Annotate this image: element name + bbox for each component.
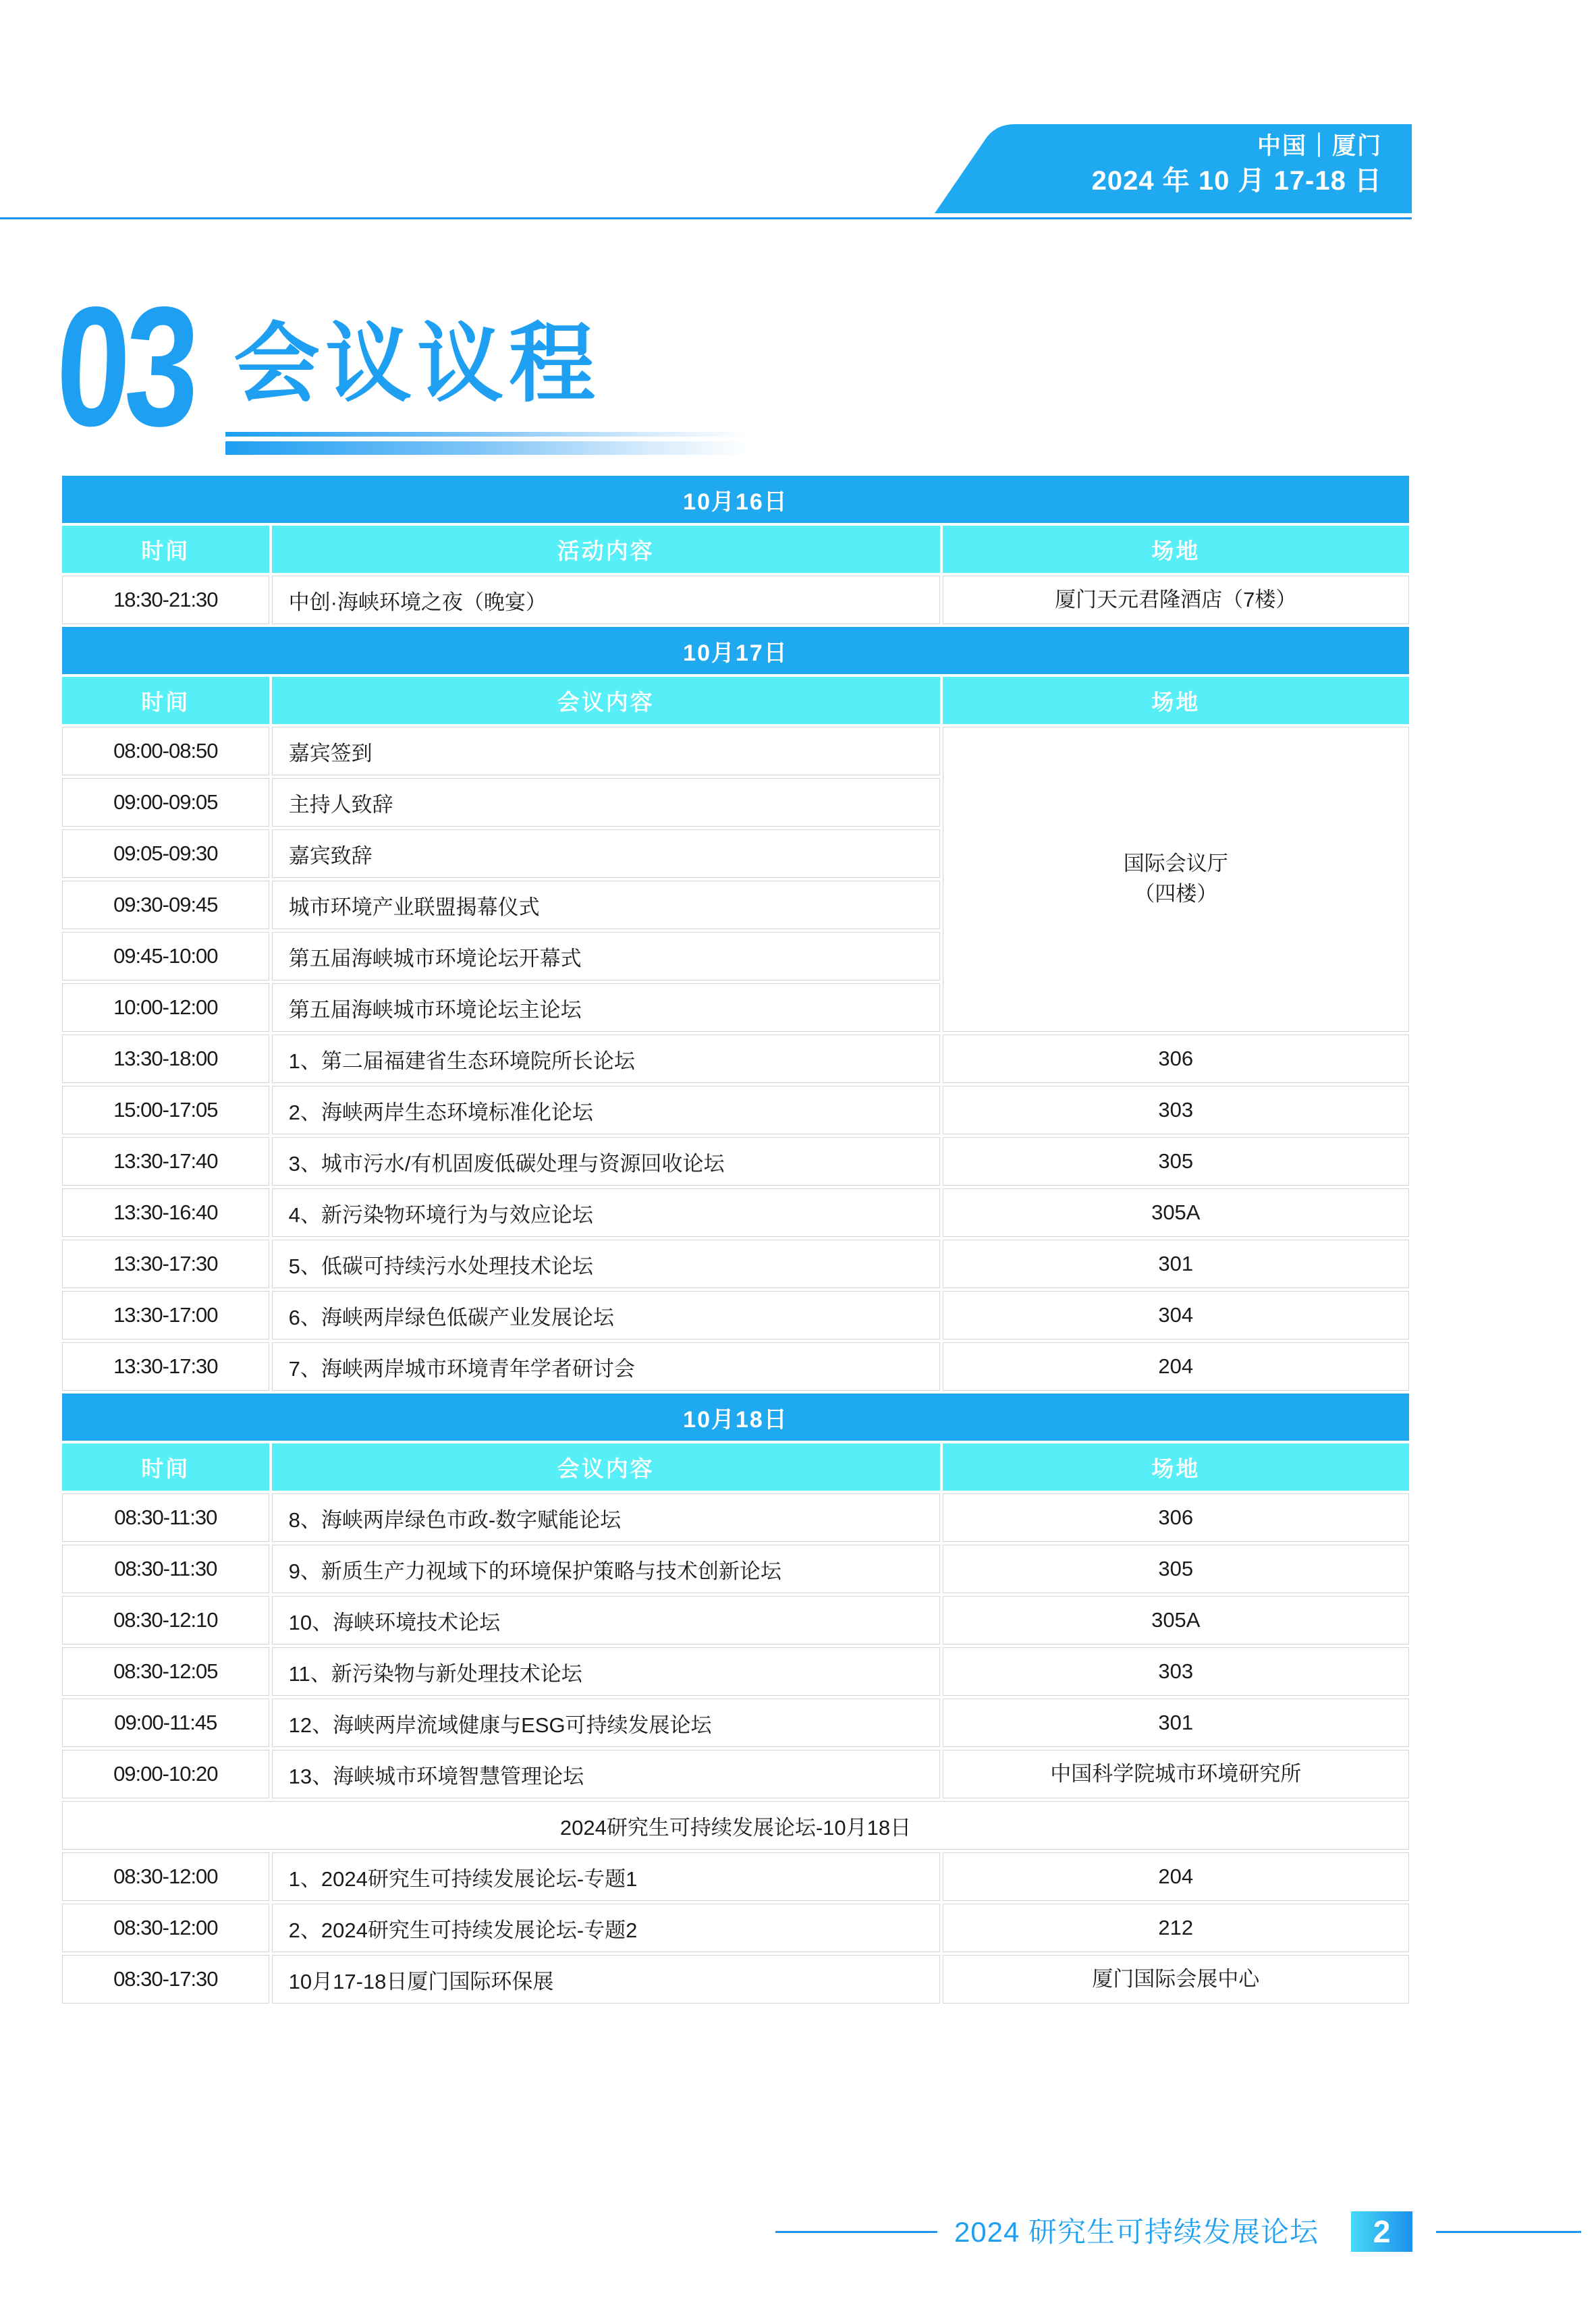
venue-cell: 301: [943, 1240, 1409, 1288]
table-row: [62, 1647, 1409, 1696]
time-cell: 08:30-12:10: [62, 1596, 269, 1645]
venue-cell: 厦门天元君隆酒店（7楼）: [943, 576, 1409, 624]
content-cell: 嘉宾签到: [272, 727, 940, 775]
table-row: [62, 1188, 1409, 1237]
column-header-time: 时间: [62, 1443, 269, 1491]
column-header-row: [62, 526, 1409, 573]
banner-date: 2024 年 10 月 17-18 日: [1091, 166, 1382, 196]
venue-cell: 204: [943, 1342, 1409, 1391]
column-header-row: [62, 1443, 1409, 1491]
venue-cell: 国际会议厅 （四楼）: [943, 727, 1409, 1032]
venue-cell: 303: [943, 1647, 1409, 1696]
time-cell: 08:30-12:05: [62, 1647, 269, 1696]
content-cell: 中创·海峡环境之夜（晚宴）: [272, 576, 940, 624]
content-cell: 9、新质生产力视域下的环境保护策略与技术创新论坛: [272, 1545, 940, 1593]
time-cell: 13:30-18:00: [62, 1034, 269, 1083]
column-header-content: 会议内容: [272, 1443, 940, 1491]
venue-cell: 303: [943, 1086, 1409, 1134]
agenda-table: [59, 473, 1412, 2006]
column-header-time: 时间: [62, 677, 269, 724]
column-header-row: [62, 677, 1409, 724]
time-cell: 13:30-17:00: [62, 1291, 269, 1339]
time-cell: 18:30-21:30: [62, 576, 269, 624]
footer-title: 2024 研究生可持续发展论坛: [954, 2216, 1319, 2248]
table-row: [62, 1342, 1409, 1391]
table-row: [62, 1493, 1409, 1542]
time-cell: 13:30-17:30: [62, 1342, 269, 1391]
table-row: [62, 1240, 1409, 1288]
content-cell: 3、城市污水/有机固废低碳处理与资源回收论坛: [272, 1137, 940, 1186]
date-header: 10月16日: [62, 476, 1409, 523]
heading-underline-thick: [225, 441, 772, 455]
subtitle-row: [62, 1801, 1409, 1850]
table-row: [62, 1137, 1409, 1186]
content-cell: 10、海峡环境技术论坛: [272, 1596, 940, 1645]
time-cell: 13:30-17:30: [62, 1240, 269, 1288]
column-header-venue: 场地: [943, 526, 1409, 573]
table-row: [62, 1698, 1409, 1747]
content-cell: 8、海峡两岸绿色市政-数字赋能论坛: [272, 1493, 940, 1542]
table-row: [62, 1034, 1409, 1083]
time-cell: 09:05-09:30: [62, 829, 269, 878]
table-row: [62, 727, 1409, 775]
content-cell: 13、海峡城市环境智慧管理论坛: [272, 1750, 940, 1798]
table-row: [62, 1955, 1409, 2004]
table-row: [62, 1545, 1409, 1593]
table-row: [62, 576, 1409, 624]
section-number: 03: [53, 272, 198, 462]
venue-cell: 204: [943, 1852, 1409, 1901]
table-row: [62, 1750, 1409, 1798]
heading-underline-thin: [225, 432, 772, 437]
table-row: [62, 1904, 1409, 1952]
venue-cell: 306: [943, 1493, 1409, 1542]
time-cell: 09:45-10:00: [62, 932, 269, 981]
time-cell: 09:00-11:45: [62, 1698, 269, 1747]
venue-cell: 212: [943, 1904, 1409, 1952]
column-header-content: 活动内容: [272, 526, 940, 573]
venue-cell: 306: [943, 1034, 1409, 1083]
time-cell: 15:00-17:05: [62, 1086, 269, 1134]
content-cell: 嘉宾致辞: [272, 829, 940, 878]
footer-rule-left: [775, 2231, 937, 2233]
time-cell: 08:30-11:30: [62, 1545, 269, 1593]
content-cell: 10月17-18日厦门国际环保展: [272, 1955, 940, 2004]
time-cell: 10:00-12:00: [62, 983, 269, 1032]
content-cell: 6、海峡两岸绿色低碳产业发展论坛: [272, 1291, 940, 1339]
content-cell: 11、新污染物与新处理技术论坛: [272, 1647, 940, 1696]
header-rule: [0, 217, 1412, 219]
time-cell: 09:30-09:45: [62, 881, 269, 929]
content-cell: 2、2024研究生可持续发展论坛-专题2: [272, 1904, 940, 1952]
time-cell: 08:30-12:00: [62, 1904, 269, 1952]
footer-rule-right: [1436, 2231, 1581, 2233]
time-cell: 13:30-17:40: [62, 1137, 269, 1186]
content-cell: 主持人致辞: [272, 778, 940, 827]
table-row: [62, 1086, 1409, 1134]
venue-cell: 301: [943, 1698, 1409, 1747]
time-cell: 09:00-09:05: [62, 778, 269, 827]
content-cell: 第五届海峡城市环境论坛开幕式: [272, 932, 940, 981]
time-cell: 08:30-12:00: [62, 1852, 269, 1901]
section-subtitle: 2024研究生可持续发展论坛-10月18日: [62, 1801, 1409, 1850]
column-header-venue: 场地: [943, 677, 1409, 724]
table-row: [62, 1852, 1409, 1901]
content-cell: 2、海峡两岸生态环境标准化论坛: [272, 1086, 940, 1134]
content-cell: 城市环境产业联盟揭幕仪式: [272, 881, 940, 929]
agenda-table-body: [62, 476, 1409, 2004]
table-row: [62, 1291, 1409, 1339]
date-header-row: [62, 627, 1409, 674]
content-cell: 4、新污染物环境行为与效应论坛: [272, 1188, 940, 1237]
page-number-badge: 2: [1351, 2211, 1412, 2252]
time-cell: 08:30-17:30: [62, 1955, 269, 2004]
date-header-row: [62, 1393, 1409, 1441]
column-header-venue: 场地: [943, 1443, 1409, 1491]
venue-cell: 厦门国际会展中心: [943, 1955, 1409, 2004]
page-title: 会议议程: [233, 316, 601, 412]
content-cell: 7、海峡两岸城市环境青年学者研讨会: [272, 1342, 940, 1391]
content-cell: 第五届海峡城市环境论坛主论坛: [272, 983, 940, 1032]
date-header: 10月18日: [62, 1393, 1409, 1441]
venue-cell: 305: [943, 1545, 1409, 1593]
venue-cell: 304: [943, 1291, 1409, 1339]
time-cell: 08:30-11:30: [62, 1493, 269, 1542]
content-cell: 1、2024研究生可持续发展论坛-专题1: [272, 1852, 940, 1901]
column-header-time: 时间: [62, 526, 269, 573]
banner-location: 中国｜厦门: [1257, 133, 1382, 159]
content-cell: 12、海峡两岸流域健康与ESG可持续发展论坛: [272, 1698, 940, 1747]
venue-cell: 305: [943, 1137, 1409, 1186]
time-cell: 09:00-10:20: [62, 1750, 269, 1798]
venue-cell: 305A: [943, 1596, 1409, 1645]
venue-cell: 305A: [943, 1188, 1409, 1237]
date-header-row: [62, 476, 1409, 523]
venue-cell: 中国科学院城市环境研究所: [943, 1750, 1409, 1798]
content-cell: 5、低碳可持续污水处理技术论坛: [272, 1240, 940, 1288]
content-cell: 1、第二届福建省生态环境院所长论坛: [272, 1034, 940, 1083]
time-cell: 13:30-16:40: [62, 1188, 269, 1237]
time-cell: 08:00-08:50: [62, 727, 269, 775]
banner: [1012, 131, 1382, 200]
column-header-content: 会议内容: [272, 677, 940, 724]
table-row: [62, 1596, 1409, 1645]
date-header: 10月17日: [62, 627, 1409, 674]
